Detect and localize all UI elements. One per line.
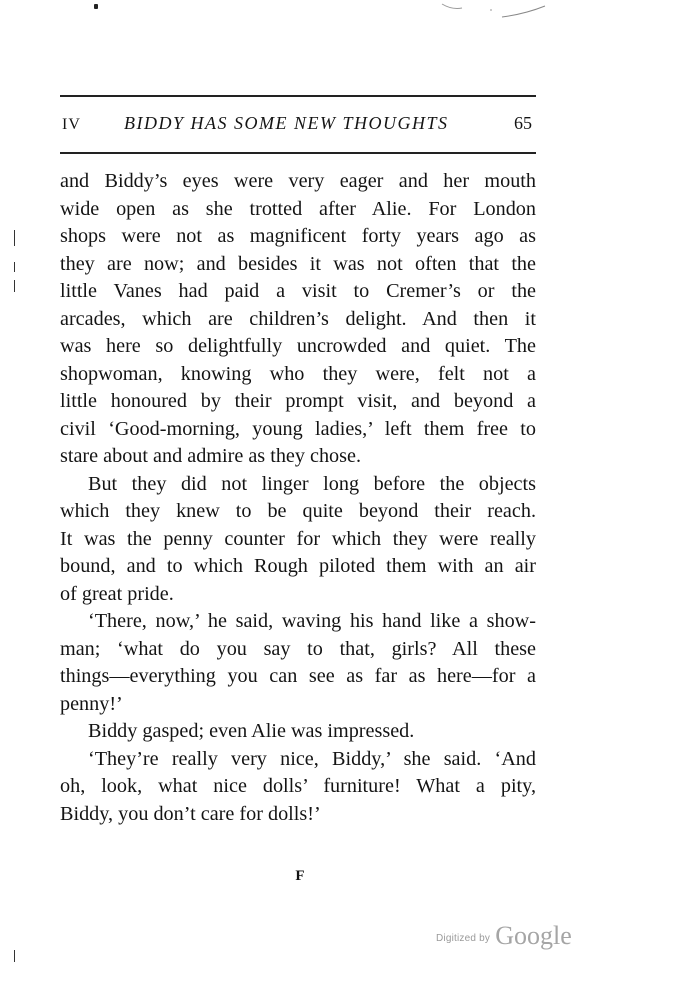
pencil-scribble: [440, 0, 550, 22]
google-logo: Google: [495, 921, 572, 950]
text-line: shops were not as magnificent forty years ago as: [60, 225, 536, 247]
text-line: arcades, which are children’s delight. And then it: [60, 307, 536, 330]
header-top-rule: [60, 95, 536, 97]
running-title: BIDDY HAS SOME NEW THOUGHTS: [124, 113, 449, 133]
signature-mark: F: [295, 868, 305, 884]
text-line: civil ‘Good-morning, young ladies,’ left them free to: [60, 417, 536, 440]
text-line: of great pride.: [60, 582, 174, 605]
text-line: and Biddy’s eyes were very eager and her mouth: [60, 170, 536, 192]
text-line: ‘There, now,’ he said, waving his hand like a show-: [88, 610, 536, 632]
chapter-number: IV: [62, 116, 81, 133]
running-header: [60, 113, 536, 141]
ink-dot: [94, 4, 98, 9]
text-line: It was the penny counter for which they were really: [60, 527, 536, 550]
text-line: was here so delightfully uncrowded and quiet. The: [60, 335, 536, 357]
text-line: little honoured by their prompt visit, and beyond a: [60, 390, 536, 412]
text-line: little Vanes had paid a visit to Cremer’s or the: [60, 280, 536, 302]
text-line: they are now; and besides it was not often that the: [60, 252, 536, 275]
text-line: ‘They’re really very nice, Biddy,’ she said. ‘And: [88, 747, 536, 770]
text-line: man; ‘what do you say to that, girls? All these: [60, 637, 536, 660]
text-line: bound, and to which Rough piloted them with an air: [60, 555, 536, 577]
text-line: which they knew to be quite beyond their reach.: [60, 500, 536, 522]
body-text: [60, 168, 536, 828]
watermark-prefix: Digitized by: [436, 933, 491, 944]
text-line: wide open as she trotted after Alie. For London: [60, 197, 536, 220]
margin-mark: [14, 230, 15, 246]
digitized-watermark: [436, 921, 572, 951]
text-line: things—everything you can see as far as here—for a: [60, 665, 536, 687]
margin-mark: [14, 262, 15, 272]
header-bottom-rule: [60, 152, 536, 154]
text-line: shopwoman, knowing who they were, felt not a: [60, 362, 536, 385]
margin-mark: [14, 950, 15, 962]
margin-mark: [14, 280, 15, 292]
text-line: Biddy, you don’t care for dolls!’: [60, 802, 321, 825]
text-line: But they did not linger long before the objects: [88, 472, 536, 495]
text-line: Biddy gasped; even Alie was impressed.: [88, 720, 415, 742]
text-line: oh, look, what nice dolls’ furniture! What a pity,: [60, 775, 536, 797]
text-line: stare about and admire as they chose.: [60, 445, 362, 467]
text-line: penny!’: [60, 692, 123, 715]
page-number: 65: [514, 113, 532, 133]
